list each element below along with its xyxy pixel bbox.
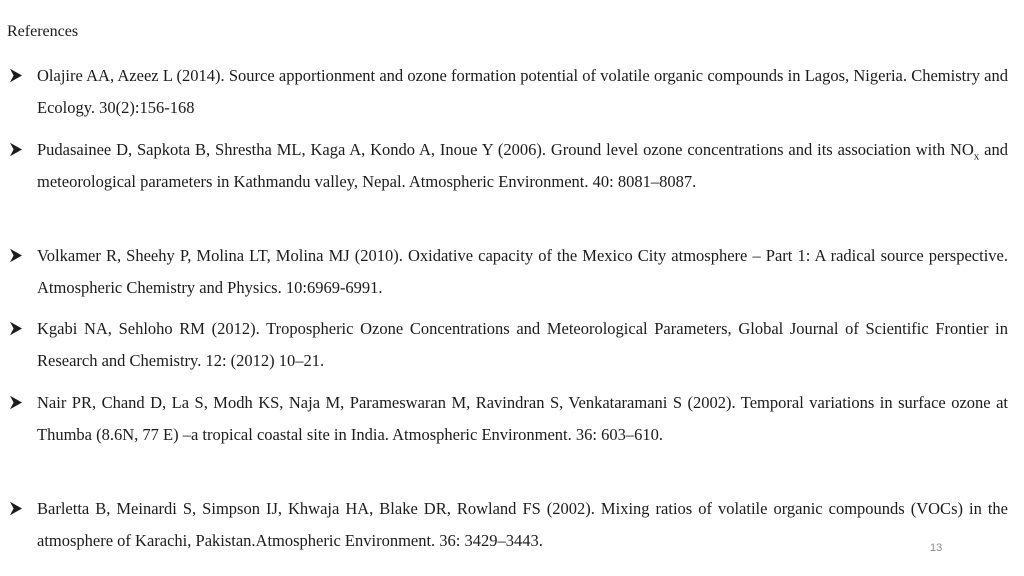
arrowhead-bullet-icon xyxy=(9,493,37,557)
subscript-x: x xyxy=(973,150,980,163)
reference-text-part: Pudasainee D, Sapkota B, Shrestha ML, Kaga A, Kondo A, Inoue Y (2006). Ground level ozone concentrations and its association with NO xyxy=(37,140,974,159)
reference-text: Volkamer R, Sheehy P, Molina LT, Molina MJ (2010). Oxidative capacity of the Mexico City atmosphere – Part 1: A radical source perspective. Atmospheric Chemistry and Physics. 10:6969-6991. xyxy=(37,246,1008,297)
reference-item xyxy=(9,60,1008,124)
reference-item xyxy=(9,134,1008,198)
reference-text xyxy=(37,134,1008,198)
reference-text-part: and meteorological parameters in Kathmandu valley, Nepal. Atmospheric Environment. 40: 8081–8087. xyxy=(37,140,1008,191)
slide-title: References xyxy=(7,23,79,40)
reference-text: Kgabi NA, Sehloho RM (2012). Tropospheric Ozone Concentrations and Meteorological Parameters, Global Journal of Scientific Frontier in Research and Chemistry. 12: (2012) 10–21. xyxy=(37,319,1008,370)
arrowhead-bullet-icon xyxy=(9,313,37,377)
reference-text: Nair PR, Chand D, La S, Modh KS, Naja M, Parameswaran M, Ravindran S, Venkataramani S (2002). Temporal variations in surface ozone at Thumba (8.6N, 77 E) –a tropical coastal site in India. Atmospheric Environment. 36: 603–610. xyxy=(37,393,1008,444)
arrowhead-bullet-icon xyxy=(9,240,37,304)
arrowhead-bullet-icon xyxy=(9,134,37,198)
arrowhead-bullet-icon xyxy=(9,60,37,124)
reference-item xyxy=(9,387,1008,451)
reference-text: Olajire AA, Azeez L (2014). Source apportionment and ozone formation potential of volatile organic compounds in Lagos, Nigeria. Chemistry and Ecology. 30(2):156-168 xyxy=(37,66,1008,117)
reference-item xyxy=(9,493,1008,557)
reference-item xyxy=(9,240,1008,304)
arrowhead-bullet-icon xyxy=(9,387,37,451)
reference-text: Barletta B, Meinardi S, Simpson IJ, Khwaja HA, Blake DR, Rowland FS (2002). Mixing ratios of volatile organic compounds (VOCs) in the atmosphere of Karachi, Pakistan.Atmospheric Environment. 36: 3429–3443. xyxy=(37,499,1008,550)
reference-item xyxy=(9,313,1008,377)
page-number: 13 xyxy=(930,542,943,554)
